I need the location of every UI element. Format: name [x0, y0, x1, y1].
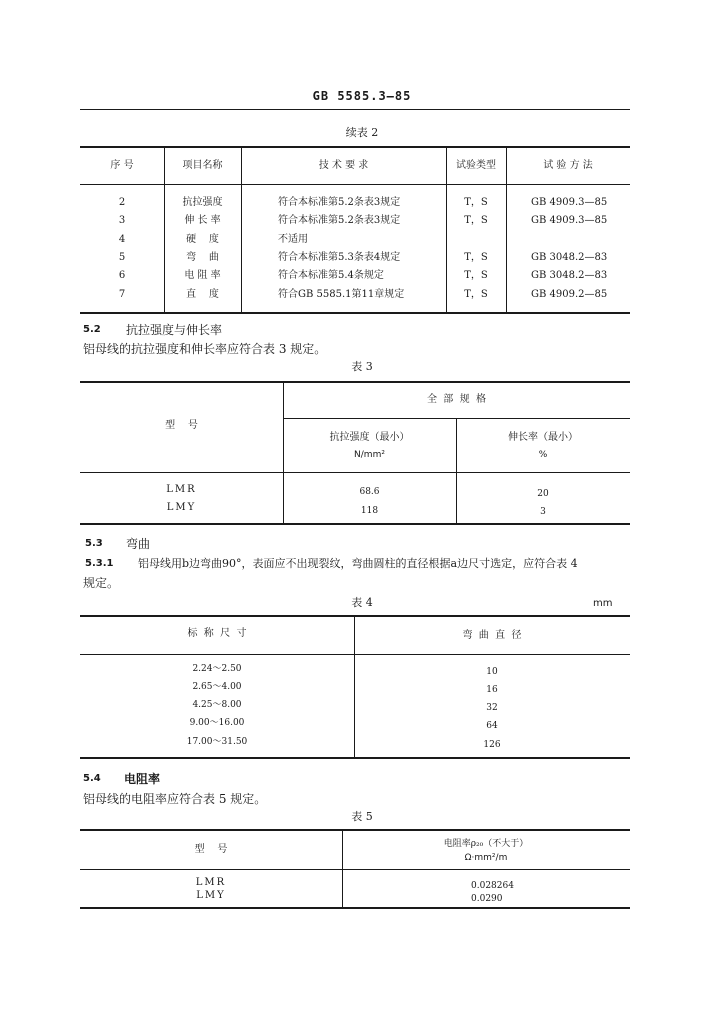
- table2-caption: 续表 2: [345, 126, 379, 139]
- section-number: 5.3.1: [85, 558, 114, 569]
- table5-cell-resistivity: 0.028264: [471, 881, 514, 891]
- table2-cell-seq: 2: [118, 197, 126, 208]
- table4-cell-diameter: 16: [486, 685, 498, 695]
- table3-cell-tensile: 118: [360, 506, 379, 516]
- table3-group-header: 全 部 规 格: [426, 394, 487, 405]
- table2-cell-seq: 3: [118, 215, 126, 226]
- table2-bottom-rule: [80, 312, 630, 314]
- table3-top-rule: [80, 381, 630, 383]
- table4-header-rule: [80, 654, 630, 655]
- table2-cell-item: 直 度: [186, 289, 219, 300]
- table5-type-header: 型 号: [194, 844, 228, 855]
- table5-bottom-rule: [80, 907, 630, 909]
- table2-cell-test-type: T，S: [464, 289, 488, 300]
- table2-header-test-type: 试验类型: [456, 160, 496, 171]
- table5-cell-type: LMY: [196, 890, 226, 901]
- table2-cell-test-method: GB 3048.2—83: [531, 252, 608, 263]
- table2-cell-test-type: T，S: [464, 270, 488, 281]
- table5-cell-resistivity: 0.0290: [471, 894, 503, 904]
- table2-cell-test-type: T，S: [464, 252, 488, 263]
- table4-top-rule: [80, 615, 630, 617]
- table2-cell-requirement: 不适用: [278, 234, 308, 245]
- section-number: 5.2: [83, 324, 101, 335]
- table2-cell-test-method: GB 4909.2—85: [531, 289, 608, 300]
- table2-cell-seq: 6: [118, 270, 126, 281]
- table3-cell-elongation: 20: [537, 489, 549, 499]
- table3-elongation-header: 伸长率（最小）: [508, 432, 578, 443]
- table3-bottom-rule: [80, 523, 630, 525]
- table4-bottom-rule: [80, 757, 630, 759]
- table4-cell-diameter: 10: [486, 667, 498, 677]
- table4-cell-size: 17.00～31.50: [186, 737, 248, 747]
- table2-cell-test-type: T，S: [464, 197, 488, 208]
- section-title: 电阻率: [124, 772, 161, 786]
- table4-cell-size: 2.65～4.00: [192, 682, 242, 692]
- table2-cell-item: 弯 曲: [186, 252, 219, 263]
- table2-cell-seq: 5: [118, 252, 126, 263]
- table4-caption: 表 4: [351, 596, 373, 609]
- table2-cell-seq: 4: [118, 234, 126, 245]
- section-title: 弯曲: [126, 537, 151, 551]
- table2-cell-test-method: GB 3048.2—83: [531, 270, 608, 281]
- section-paragraph-continued: 规定。: [83, 576, 120, 590]
- table2-cell-test-method: GB 4909.3—85: [531, 197, 608, 208]
- table2-header-test-method: 试 验 方 法: [543, 160, 593, 171]
- table3-tensile-header: 抗拉强度（最小）: [329, 432, 410, 443]
- table5-resistivity-unit: Ω·mm²/m: [464, 853, 508, 863]
- table2-header-rule: [80, 184, 630, 185]
- table4-cell-size: 4.25～8.00: [192, 700, 242, 710]
- table4-cell-diameter: 64: [486, 721, 498, 731]
- table2-cell-item: 抗拉强度: [182, 197, 223, 208]
- table4-header-size: 标 称 尺 寸: [187, 628, 247, 639]
- table4-cell-diameter: 32: [486, 703, 498, 713]
- section-paragraph: 铝母线的电阻率应符合表 5 规定。: [83, 792, 267, 806]
- section-title: 抗拉强度与伸长率: [126, 323, 223, 337]
- table2-cell-test-type: T，S: [464, 215, 488, 226]
- table2-cell-item: 电 阻 率: [184, 270, 221, 281]
- table3-cell-elongation: 3: [540, 507, 546, 517]
- table2-cell-requirement: 符合本标准第5.4条规定: [278, 270, 384, 281]
- table4-cell-size: 9.00～16.00: [189, 718, 245, 728]
- document-code: GB 5585.3—85: [312, 89, 412, 103]
- section-paragraph: 铝母线的抗拉强度和伸长率应符合表 3 规定。: [83, 342, 327, 356]
- section-paragraph: 铝母线用b边弯曲90°，表面应不出现裂纹，弯曲圆柱的直径根据a边尺寸选定，应符合表 4: [138, 557, 578, 570]
- table2-cell-item: 硬 度: [186, 234, 219, 245]
- table2-header-seq: 序 号: [110, 160, 134, 171]
- table4-cell-diameter: 126: [483, 740, 501, 750]
- table2-cell-item: 伸 长 率: [184, 215, 221, 226]
- table3-cell-type: LMR: [166, 484, 197, 495]
- table4-cell-size: 2.24～2.50: [192, 664, 242, 674]
- section-number: 5.3: [85, 538, 103, 549]
- table2-cell-requirement: 符合本标准第5.3条表4规定: [278, 252, 401, 263]
- table5-cell-type: LMR: [195, 877, 227, 888]
- table3-cell-tensile: 68.6: [359, 487, 380, 497]
- table2-cell-requirement: 符合本标准第5.2条表3规定: [278, 197, 401, 208]
- section-number: 5.4: [83, 773, 101, 784]
- table2-top-rule: [80, 146, 630, 148]
- table2-header-item: 项目名称: [182, 160, 223, 171]
- table2-cell-test-method: GB 4909.3—85: [531, 215, 608, 226]
- table2-header-requirement: 技 术 要 求: [318, 160, 369, 171]
- table4-unit: mm: [593, 598, 613, 609]
- table3-header-rule: [80, 472, 630, 473]
- table2-cell-requirement: 符合本标准第5.2条表3规定: [278, 215, 401, 226]
- table2-cell-seq: 7: [118, 289, 126, 300]
- table3-elongation-unit: %: [538, 450, 548, 460]
- table2-cell-requirement: 符合GB 5585.1第11章规定: [278, 289, 405, 300]
- table5-caption: 表 5: [351, 810, 373, 823]
- table3-caption: 表 3: [351, 360, 373, 373]
- table5-header-rule: [80, 869, 630, 870]
- table3-tensile-unit: N/mm²: [354, 450, 385, 460]
- table4-header-diameter: 弯 曲 直 径: [462, 630, 522, 641]
- table5-resistivity-header: 电阻率ρ₂₀（不大于）: [443, 839, 529, 849]
- table3-type-header: 型 号: [165, 420, 198, 431]
- table3-cell-type: LMY: [166, 502, 197, 513]
- header-rule: [80, 109, 630, 110]
- table5-top-rule: [80, 829, 630, 831]
